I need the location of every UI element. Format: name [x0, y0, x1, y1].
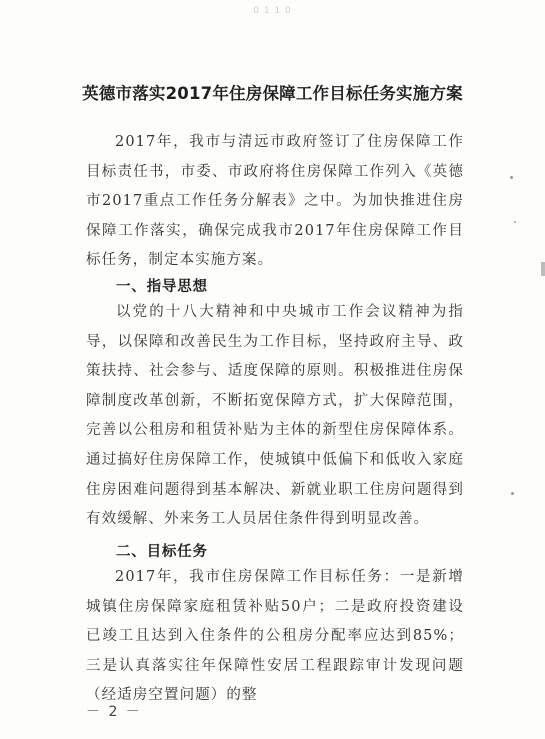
- guiding-ideology-paragraph: [86, 298, 464, 535]
- page-number: － 2 －: [86, 704, 142, 720]
- section-heading-target-tasks: 二、目标任务: [116, 544, 208, 560]
- document-title: 英德市落实2017年住房保障工作目标任务实施方案: [82, 84, 463, 103]
- guiding-ideology-text: 以党的十八大精神和中央城市工作会议精神为指导，以保障和改善民生为工作目标，坚持政府主导、政策扶持、社会参与、适度保障的原则。积极推进住房保障制度改革创新，不断拓宽保障方式，扩大保障范围，完善以公租房和租赁补贴为主体的新型住房保障体系。通过搞好住房保障工作，使城镇中低偏下和低收入家庭住房困难问题得到基本解决、新就业职工住房问题得到有效缓解、外来务工人员居住条件得到明显改善。: [86, 304, 464, 528]
- target-tasks-paragraph: [86, 563, 464, 711]
- scan-corner-mark: 0 1 1 0: [253, 6, 292, 16]
- intro-paragraph: [86, 128, 464, 276]
- scan-speck: [511, 492, 514, 495]
- intro-text: 2017年，我市与清远市政府签订了住房保障工作目标责任书，市委、市政府将住房保障工作列入《英德市2017重点工作任务分解表》之中。为加快推进住房保障工作落实，确保完成我市2017年住房保障工作目标任务，制定本实施方案。: [86, 134, 464, 269]
- scan-edge-mark: [541, 262, 545, 276]
- scan-speck: [514, 221, 516, 223]
- target-tasks-text: 2017年，我市住房保障工作目标任务：一是新增城镇住房保障家庭租赁补贴50户；二是政府投资建设已竣工且达到入住条件的公租房分配率应达到85%；三是认真落实往年保障性安居工程跟踪审计发现问题（经适房空置问题）的整: [86, 569, 464, 704]
- scan-speck: [510, 176, 513, 179]
- section-heading-guiding-ideology: 一、指导思想: [116, 279, 208, 295]
